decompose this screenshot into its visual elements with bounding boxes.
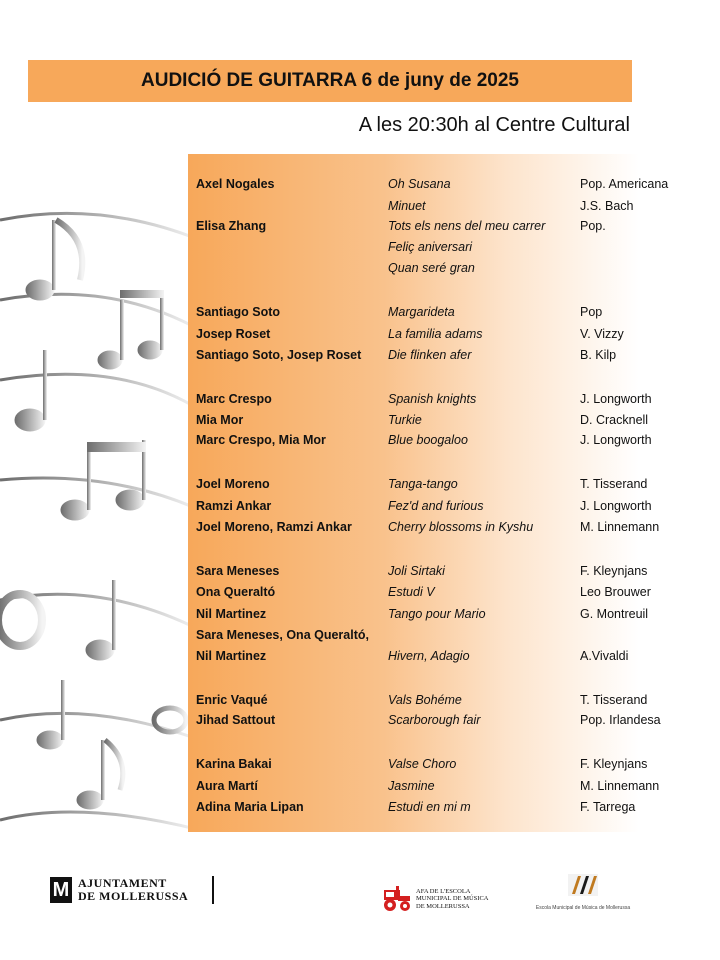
escola-emblem-icon: [566, 872, 600, 898]
program-row: [196, 240, 696, 258]
program-row: [196, 800, 696, 818]
program-row: [196, 392, 696, 410]
title-banner: [28, 60, 632, 102]
afa-line2: MUNICIPAL DE MÚSICA: [416, 895, 489, 903]
performer: Santiago Soto, Josep Roset: [196, 348, 362, 362]
ajuntament-line1: AJUNTAMENT: [78, 876, 167, 890]
program-row: [196, 628, 696, 646]
piece: Hivern, Adagio: [388, 649, 470, 663]
performer: Ona Queraltó: [196, 585, 276, 599]
piece: Tango pour Mario: [388, 607, 486, 621]
performer: Elisa Zhang: [196, 219, 267, 233]
composer: T. Tisserand: [580, 693, 648, 707]
program-row: [196, 693, 696, 711]
composer: Pop: [580, 305, 603, 319]
afa-name: [416, 888, 488, 911]
composer: D. Cracknell: [580, 413, 649, 427]
composer: Pop.: [580, 219, 606, 233]
piece: Estudi en mi m: [388, 800, 471, 814]
program-row: [196, 199, 696, 217]
composer: J. Longworth: [580, 392, 652, 406]
piece: Turkie: [388, 413, 422, 427]
program-row: [196, 713, 696, 731]
footer: [0, 860, 720, 960]
performer: Josep Roset: [196, 327, 271, 341]
composer: Leo Brouwer: [580, 585, 651, 599]
performer: Mia Mor: [196, 413, 244, 427]
composer: J. Longworth: [580, 499, 652, 513]
performer: Enric Vaqué: [196, 693, 268, 707]
piece: Estudi V: [388, 585, 435, 599]
piece: Tanga-tango: [388, 477, 458, 491]
performer: Nil Martinez: [196, 649, 267, 663]
composer: F. Kleynjans: [580, 757, 648, 771]
composer: A.Vivaldi: [580, 649, 629, 663]
program-row: [196, 520, 696, 538]
performer: Aura Martí: [196, 779, 258, 793]
piece: Feliç aniversari: [388, 240, 473, 254]
piece: Blue boogaloo: [388, 433, 468, 447]
performer: Joel Moreno, Ramzi Ankar: [196, 520, 352, 534]
composer: V. Vizzy: [580, 327, 624, 341]
program-row: [196, 261, 696, 279]
program-row: [196, 607, 696, 625]
composer: T. Tisserand: [580, 477, 648, 491]
music-notes-decoration: [0, 180, 200, 880]
event-subtitle: A les 20:30h al Centre Cultural: [358, 114, 630, 136]
piece: Scarborough fair: [388, 713, 481, 727]
piece: Die flinken afer: [388, 348, 472, 362]
program-row: [196, 433, 696, 451]
program-row: [196, 327, 696, 345]
performer: Marc Crespo, Mia Mor: [196, 433, 326, 447]
performer: Sara Meneses, Ona Queraltó,: [196, 628, 369, 642]
performer: Sara Meneses: [196, 564, 280, 578]
performer: Marc Crespo: [196, 392, 272, 406]
ajuntament-line2: DE MOLLERUSSA: [78, 889, 189, 903]
program-row: [196, 499, 696, 517]
program-row: [196, 757, 696, 775]
divider: [212, 876, 214, 904]
program-row: [196, 348, 696, 366]
program-row: [196, 564, 696, 582]
escola-name: Escola Municipal de Música de Mollerussa: [535, 905, 631, 911]
composer: M. Linnemann: [580, 520, 660, 534]
ajuntament-name: [78, 877, 188, 903]
composer: Pop. Irlandesa: [580, 713, 661, 727]
piece: Minuet: [388, 199, 426, 213]
piece: Valse Choro: [388, 757, 457, 771]
composer: M. Linnemann: [580, 779, 660, 793]
performer: Ramzi Ankar: [196, 499, 272, 513]
performer: Karina Bakai: [196, 757, 272, 771]
piece: Oh Susana: [388, 177, 451, 191]
composer: F. Kleynjans: [580, 564, 648, 578]
composer: J.S. Bach: [580, 199, 634, 213]
piece: Jasmine: [388, 779, 435, 793]
performer: Nil Martinez: [196, 607, 267, 621]
program-row: [196, 177, 696, 195]
program-row: [196, 779, 696, 797]
program-row: [196, 477, 696, 495]
program-row: [196, 649, 696, 667]
composer: Pop. Americana: [580, 177, 669, 191]
composer: G. Montreuil: [580, 607, 649, 621]
performer: Adina Maria Lipan: [196, 800, 304, 814]
performer: Jihad Sattout: [196, 713, 276, 727]
piece: Fez'd and furious: [388, 499, 484, 513]
afa-line3: DE MOLLERUSSA: [416, 902, 470, 910]
escola-logo: [518, 872, 648, 911]
piece: La familia adams: [388, 327, 483, 341]
composer: J. Longworth: [580, 433, 652, 447]
performer: Santiago Soto: [196, 305, 281, 319]
composer: F. Tarrega: [580, 800, 636, 814]
program-row: [196, 305, 696, 323]
program-row: [196, 413, 696, 431]
afa-logo: [382, 886, 488, 912]
piece: Margarideta: [388, 305, 455, 319]
piece: Tots els nens del meu carrer: [388, 219, 546, 233]
afa-line1: AFA DE L'ESCOLA: [416, 887, 471, 895]
program-row: [196, 219, 696, 237]
piece: Quan seré gran: [388, 261, 475, 275]
page-title: AUDICIÓ DE GUITARRA 6 de juny de 2025: [141, 70, 519, 91]
piece: Vals Bohéme: [388, 693, 462, 707]
tractor-icon: [382, 886, 412, 912]
performer: Joel Moreno: [196, 477, 270, 491]
ajuntament-logo: [50, 876, 214, 904]
program-row: [196, 585, 696, 603]
piece: Cherry blossoms in Kyshu: [388, 520, 534, 534]
piece: Joli Sirtaki: [388, 564, 445, 578]
m-icon: M: [50, 877, 72, 903]
performer: Axel Nogales: [196, 177, 275, 191]
composer: B. Kilp: [580, 348, 617, 362]
piece: Spanish knights: [388, 392, 477, 406]
